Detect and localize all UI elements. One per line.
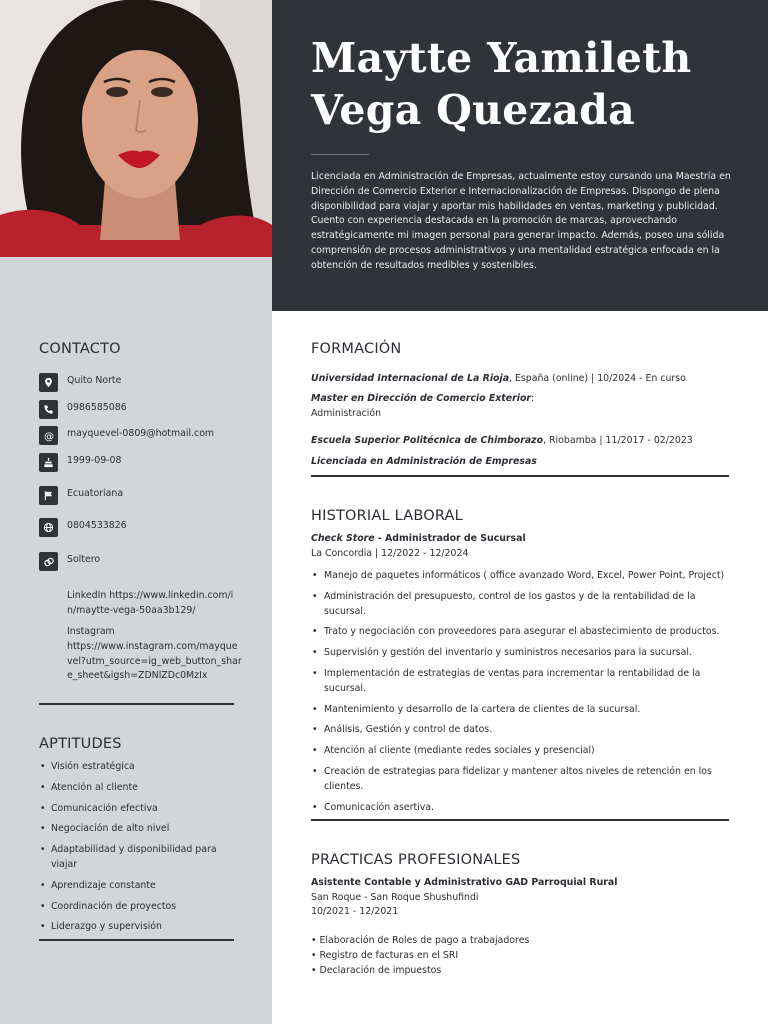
birthday-cake-icon (39, 453, 58, 472)
location-text: Quito Norte (67, 375, 122, 386)
education-institution: Escuela Superior Politécnica de Chimborazo (311, 435, 544, 446)
education-details: , España (online) | 10/2024 - En curso (509, 373, 686, 384)
instagram-link[interactable] (67, 625, 242, 684)
id-number-text: 0804533826 (67, 520, 127, 531)
task-item: • Registro de facturas en el SRI (311, 949, 459, 961)
skills-heading: APTITUDES (39, 736, 122, 752)
skill-item: • Aprendizaje constante (39, 879, 234, 894)
skill-item: • Atención al cliente (39, 781, 234, 796)
skill-item: • Visión estratégica (39, 760, 234, 775)
contact-marital-status (39, 552, 249, 572)
contact-email (39, 426, 249, 446)
work-location-dates: La Concordia | 12/2022 - 12/2024 (311, 548, 469, 559)
education-degree: Master en Dirección de Comercio Exterior (311, 393, 532, 404)
education-entry-1-header (311, 372, 729, 387)
at-sign-icon (39, 426, 58, 445)
nationality-text: Ecuatoriana (67, 488, 124, 499)
duty-item: • Trato y negociación con proveedores para asegurar el abastecimiento de productos. (311, 625, 729, 640)
internship-dates: 10/2021 - 12/2021 (311, 906, 399, 917)
education-entry-2-degree (311, 455, 729, 470)
internship-location: San Roque - San Roque Shushufindi (311, 892, 479, 903)
flag-icon (39, 486, 58, 505)
skills-divider (39, 939, 234, 941)
education-degree-suffix: : (531, 393, 535, 404)
task-item: • Declaración de impuestos (311, 964, 442, 976)
skill-item: • Adaptabilidad y disponibilidad para viajar (39, 843, 234, 873)
education-entry-2-header (311, 434, 729, 449)
linkedin-link[interactable] (67, 589, 242, 619)
education-heading: FORMACIÓN (311, 341, 402, 357)
phone-text: 0986585086 (67, 402, 127, 413)
globe-icon (39, 518, 58, 537)
duty-item: • Análisis, Gestión y control de datos. (311, 723, 729, 738)
duty-item: • Manejo de paquetes informáticos ( office avanzado Word, Excel, Power Point, Project) (311, 569, 729, 584)
contact-divider (39, 703, 234, 705)
education-degree: Licenciada en Administración de Empresas (311, 456, 537, 467)
name-line-last: Vega Quezada (311, 86, 635, 134)
work-divider (311, 819, 729, 821)
birthdate-text: 1999-09-08 (67, 455, 122, 466)
profile-summary: Licenciada en Administración de Empresas, actualmente estoy cursando una Maestría en Dirección de Comercio Exterior e Internacionalización de Empresas. Dispongo de plena disponibilidad para viajar y aportar mis habilidades en ventas, marketing y publicidad. Cuento con experiencia destacada en la promoción de marcas, aprovechando estratégicamente mi imagen personal para generar impacto. Además, poseo una sólida comprensión de procesos administrativos y una mentalidad estratégica enfocada en la obtención de resultados medibles y sostenibles. (311, 171, 731, 271)
contact-nationality (39, 486, 249, 506)
duty-item: • Implementación de estrategias de ventas para incrementar la rentabilidad de la sucursal. (311, 667, 729, 697)
education-divider (311, 475, 729, 477)
work-company: Check Store (311, 533, 375, 544)
contact-phone (39, 400, 249, 420)
skill-item: • Negociación de alto nivel (39, 822, 234, 837)
education-entry-1-degree (311, 392, 729, 407)
duty-item: • Creación de estrategias para fidelizar y mantener altos niveles de retención en los clientes. (311, 765, 729, 795)
email-text[interactable]: mayquevel-0809@hotmail.com (67, 428, 215, 439)
full-name (311, 32, 751, 136)
profile-photo (0, 0, 272, 257)
phone-icon (39, 400, 58, 419)
work-role: - Administrador de Sucursal (374, 533, 526, 544)
internship-role: Asistente Contable y Administrativo GAD Parroquial Rural (311, 877, 618, 888)
linkedin-url[interactable]: https://www.linkedin.com/in/maytte-vega-50aa3b129/ (67, 590, 234, 616)
duty-item: • Administración del presupuesto, control de los gastos y de la rentabilidad de la sucursal. (311, 590, 729, 620)
instagram-label: Instagram (67, 626, 115, 637)
education-details: , Riobamba | 11/2017 - 02/2023 (543, 435, 693, 446)
instagram-url[interactable]: https://www.instagram.com/mayquevel?utm_source=ig_web_button_share_sheet&igsh=ZDNlZDc0MzIx (67, 640, 242, 682)
work-heading: HISTORIAL LABORAL (311, 508, 463, 524)
linkedin-label: LinkedIn (67, 590, 107, 601)
contact-location (39, 373, 249, 393)
duty-item: • Atención al cliente (mediante redes sociales y presencial) (311, 744, 729, 759)
duty-item: • Mantenimiento y desarrollo de la cartera de clientes de la sucursal. (311, 703, 729, 718)
education-field: Administración (311, 408, 382, 419)
name-line-first: Maytte Yamileth (311, 34, 692, 82)
marital-status-text: Soltero (67, 554, 101, 565)
duty-item: • Supervisión y gestión del inventario y suministros necesarios para la sucursal. (311, 646, 729, 661)
duty-item: • Comunicación asertiva. (311, 801, 729, 816)
internship-tasks-list (311, 934, 729, 978)
rings-icon (39, 552, 58, 571)
header-panel (272, 0, 768, 311)
education-institution: Universidad Internacional de La Rioja (311, 373, 510, 384)
name-divider (311, 154, 369, 155)
work-duties-list (311, 569, 729, 821)
contact-id-number (39, 518, 249, 538)
svg-text:@: @ (43, 430, 54, 442)
work-position (311, 532, 729, 547)
internship-heading: PRACTICAS PROFESIONALES (311, 852, 521, 868)
skill-item: • Comunicación efectiva (39, 802, 234, 817)
task-item: • Elaboración de Roles de pago a trabajadores (311, 935, 530, 946)
contact-birthdate (39, 453, 249, 473)
contact-heading: CONTACTO (39, 341, 121, 357)
skill-item: • Liderazgo y supervisión (39, 920, 234, 935)
location-pin-icon (39, 373, 58, 392)
skills-list (39, 760, 234, 941)
skill-item: • Coordinación de proyectos (39, 900, 234, 915)
